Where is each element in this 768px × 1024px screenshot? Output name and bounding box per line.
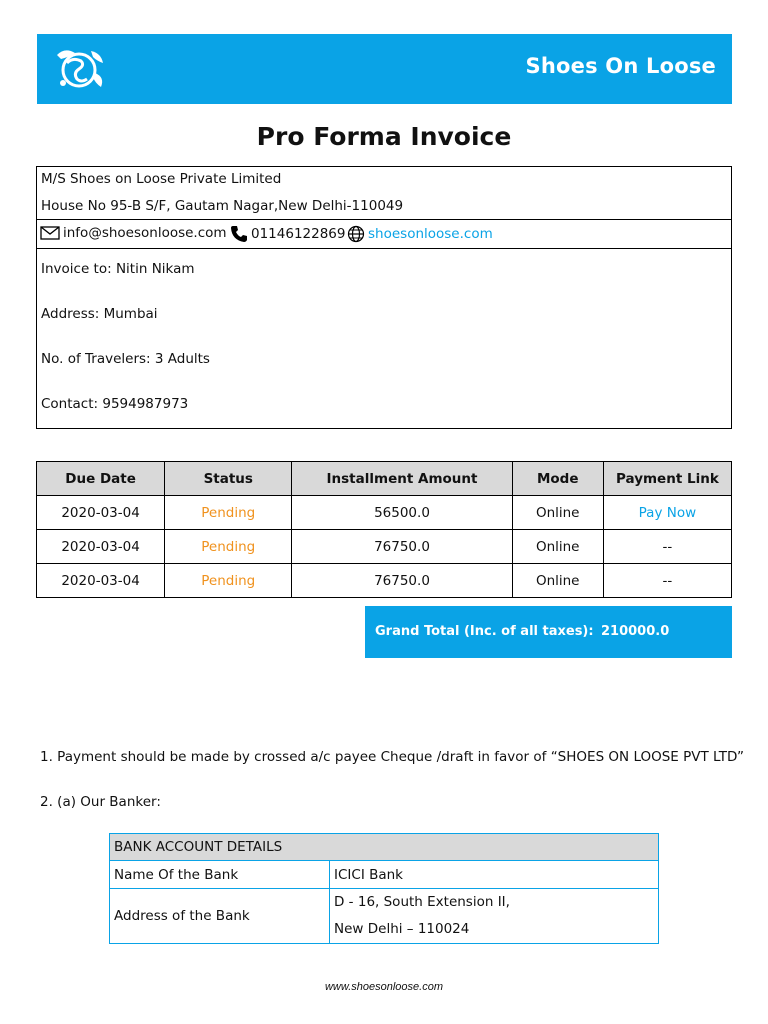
- due-date: 2020-03-04: [37, 530, 165, 564]
- header-mode: Mode: [512, 462, 603, 496]
- company-address: House No 95-B S/F, Gautam Nagar,New Delhi-110049: [41, 198, 404, 214]
- globe-shoe-logo-icon: [51, 43, 109, 95]
- bank-heading: BANK ACCOUNT DETAILS: [110, 834, 659, 861]
- travelers-count: No. of Travelers: 3 Adults: [41, 351, 210, 367]
- table-header-row: [37, 462, 732, 496]
- client-address: Address: Mumbai: [41, 306, 158, 322]
- bank-details-table: [109, 833, 659, 944]
- company-info-box: [36, 166, 732, 219]
- contact-row: [36, 219, 732, 249]
- brand-name: Shoes On Loose: [525, 54, 716, 78]
- header-amount: Installment Amount: [292, 462, 512, 496]
- header-status: Status: [165, 462, 292, 496]
- bank-heading-row: [110, 834, 659, 861]
- payment-link-empty: --: [603, 564, 731, 598]
- bank-name-value: ICICI Bank: [330, 861, 659, 889]
- installment-amount: 76750.0: [292, 564, 512, 598]
- banker-note: 2. (a) Our Banker:: [40, 794, 161, 810]
- grand-total-label: Grand Total (Inc. of all taxes):: [375, 624, 594, 639]
- mail-icon: [40, 226, 60, 240]
- status-badge: Pending: [165, 496, 292, 530]
- bank-address-line1: D - 16, South Extension II,: [334, 894, 510, 910]
- footer-website: www.shoesonloose.com: [324, 981, 443, 993]
- payment-mode: Online: [512, 496, 603, 530]
- table-row: [37, 496, 732, 530]
- phone-contact: [230, 225, 345, 243]
- payment-note: 1. Payment should be made by crossed a/c payee Cheque /draft in favor of “SHOES ON LOOSE PVT LTD”: [40, 749, 744, 765]
- phone-text[interactable]: 01146122869: [251, 226, 346, 242]
- globe-icon: [347, 225, 365, 243]
- client-info-box: [36, 248, 732, 429]
- email-contact: [40, 225, 227, 241]
- table-row: [37, 530, 732, 564]
- installments-table: [36, 461, 732, 598]
- table-row: [110, 861, 659, 889]
- website-contact: [347, 225, 493, 243]
- payment-link-empty: --: [603, 530, 731, 564]
- grand-total-box: [365, 606, 732, 658]
- client-contact: Contact: 9594987973: [41, 396, 189, 412]
- installment-amount: 76750.0: [292, 530, 512, 564]
- bank-address-value: [330, 889, 659, 944]
- company-name: M/S Shoes on Loose Private Limited: [41, 171, 282, 187]
- table-row: [110, 889, 659, 944]
- bank-address-line2: New Delhi – 110024: [334, 921, 470, 937]
- header-payment-link: Payment Link: [603, 462, 731, 496]
- payment-mode: Online: [512, 564, 603, 598]
- header-due-date: Due Date: [37, 462, 165, 496]
- grand-total-value: 210000.0: [601, 624, 670, 639]
- bank-name-label: Name Of the Bank: [110, 861, 330, 889]
- due-date: 2020-03-04: [37, 496, 165, 530]
- header-banner: [37, 34, 732, 104]
- bank-address-label: Address of the Bank: [110, 889, 330, 944]
- invoice-to: Invoice to: Nitin Nikam: [41, 261, 195, 277]
- table-row: [37, 564, 732, 598]
- pay-now-link[interactable]: Pay Now: [603, 496, 731, 530]
- status-badge: Pending: [165, 564, 292, 598]
- phone-icon: [230, 225, 248, 243]
- due-date: 2020-03-04: [37, 564, 165, 598]
- installment-amount: 56500.0: [292, 496, 512, 530]
- payment-mode: Online: [512, 530, 603, 564]
- website-link[interactable]: shoesonloose.com: [368, 226, 493, 242]
- status-badge: Pending: [165, 530, 292, 564]
- page-title: Pro Forma Invoice: [256, 122, 512, 151]
- email-text[interactable]: info@shoesonloose.com: [63, 225, 227, 241]
